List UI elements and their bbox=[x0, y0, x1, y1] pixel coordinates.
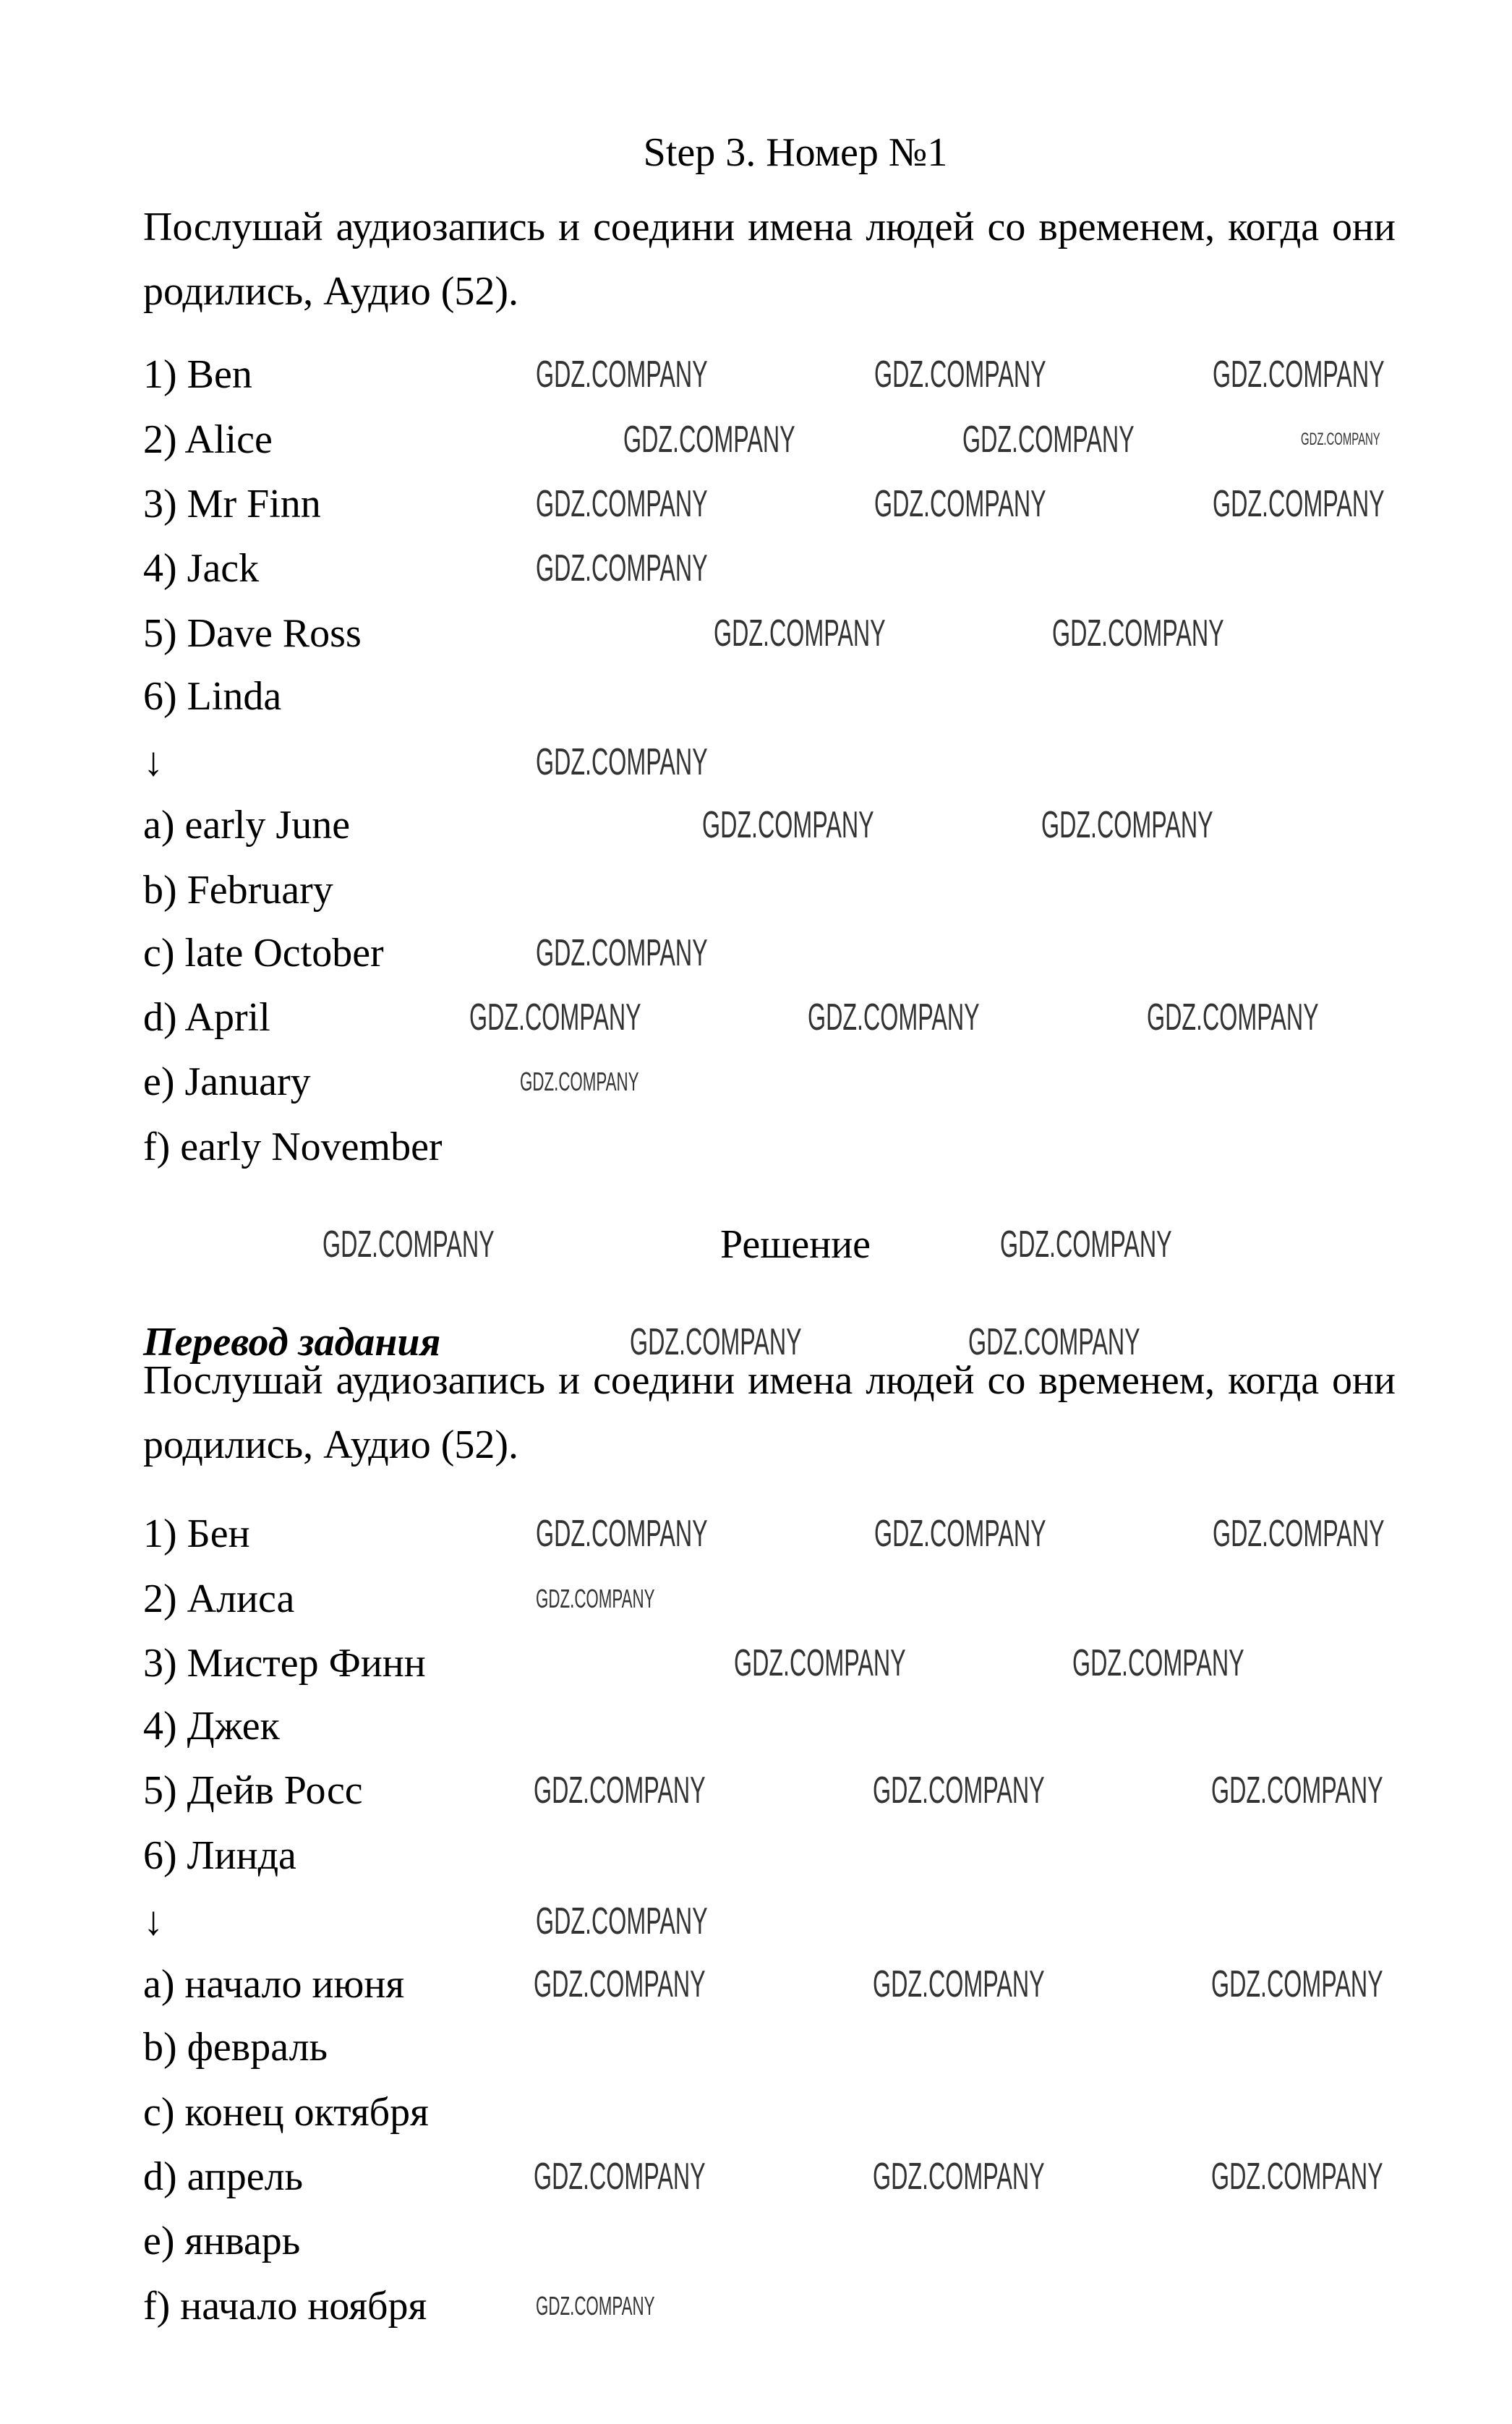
watermark-text: GDZ.COMPANY bbox=[519, 1067, 639, 1097]
watermark-text: GDZ.COMPANY bbox=[534, 1963, 706, 2006]
time-item: e) January bbox=[143, 1059, 311, 1104]
watermark-text: GDZ.COMPANY bbox=[808, 996, 980, 1038]
watermark-text: GDZ.COMPANY bbox=[323, 1223, 495, 1266]
watermark-text: GDZ.COMPANY bbox=[1213, 1513, 1385, 1555]
watermark-text: GDZ.COMPANY bbox=[1000, 1223, 1172, 1266]
watermark-text: GDZ.COMPANY bbox=[1051, 612, 1224, 654]
time-item: d) April bbox=[143, 995, 270, 1040]
time-item: c) конец октября bbox=[143, 2090, 429, 2135]
time-item: d) апрель bbox=[143, 2154, 304, 2199]
watermark-text: GDZ.COMPANY bbox=[874, 482, 1046, 525]
page-title: Step 3. Номер №1 bbox=[643, 130, 948, 175]
name-item: 5) Dave Ross bbox=[143, 611, 362, 656]
watermark-text: GDZ.COMPANY bbox=[968, 1320, 1141, 1363]
watermark-text: GDZ.COMPANY bbox=[535, 741, 708, 784]
watermark-text: GDZ.COMPANY bbox=[535, 1583, 655, 1613]
name-item: 6) Linda bbox=[143, 674, 282, 719]
time-item: e) январь bbox=[143, 2219, 301, 2263]
watermark-text: GDZ.COMPANY bbox=[872, 1770, 1045, 1812]
watermark-text: GDZ.COMPANY bbox=[1041, 804, 1213, 847]
time-item: a) начало июня bbox=[143, 1962, 405, 2007]
translation-instruction: Послушай аудиозапись и соедини имена людей со временем, когда они родились, Аудио (52). bbox=[143, 1358, 1396, 1467]
watermark-text: GDZ.COMPANY bbox=[713, 612, 886, 654]
task-instruction: Послушай аудиозапись и соедини имена людей со временем, когда они родились, Аудио (52). bbox=[143, 205, 1396, 314]
watermark-text: GDZ.COMPANY bbox=[535, 931, 708, 974]
time-item: b) февраль bbox=[143, 2025, 328, 2070]
watermark-text: GDZ.COMPANY bbox=[872, 1963, 1045, 2006]
watermark-text: GDZ.COMPANY bbox=[1213, 354, 1385, 396]
watermark-text: GDZ.COMPANY bbox=[1210, 2155, 1383, 2198]
name-item: 2) Alice bbox=[143, 417, 273, 462]
watermark-text: GDZ.COMPANY bbox=[874, 354, 1046, 396]
watermark-text: GDZ.COMPANY bbox=[702, 804, 875, 847]
time-item: f) начало ноября bbox=[143, 2284, 427, 2329]
watermark-text: GDZ.COMPANY bbox=[1146, 996, 1319, 1038]
watermark-text: GDZ.COMPANY bbox=[623, 418, 796, 461]
watermark-text: GDZ.COMPANY bbox=[535, 1900, 708, 1943]
name-item: 6) Линда bbox=[143, 1833, 296, 1878]
watermark-text: GDZ.COMPANY bbox=[1072, 1642, 1244, 1684]
watermark-text: GDZ.COMPANY bbox=[535, 2290, 655, 2321]
time-item: f) early November bbox=[143, 1124, 443, 1169]
time-item: a) early June bbox=[143, 803, 351, 848]
watermark-text: GDZ.COMPANY bbox=[962, 418, 1135, 461]
name-item: 2) Алиса bbox=[143, 1576, 295, 1621]
name-item: 1) Ben bbox=[143, 352, 252, 397]
watermark-text: GDZ.COMPANY bbox=[1213, 482, 1385, 525]
solution-heading: Решение bbox=[719, 1222, 871, 1267]
name-item: 3) Mr Finn bbox=[143, 482, 321, 526]
watermark-text: GDZ.COMPANY bbox=[630, 1320, 802, 1363]
watermark-text: GDZ.COMPANY bbox=[535, 482, 708, 525]
name-item: 4) Джек bbox=[143, 1704, 280, 1749]
watermark-text: GDZ.COMPANY bbox=[534, 1770, 706, 1812]
watermark-text: GDZ.COMPANY bbox=[733, 1642, 906, 1684]
arrow-down-icon: ↓ bbox=[143, 740, 163, 785]
watermark-text: GDZ.COMPANY bbox=[1210, 1963, 1383, 2006]
watermark-text: GDZ.COMPANY bbox=[469, 996, 641, 1038]
name-item: 1) Бен bbox=[143, 1511, 250, 1556]
watermark-text: GDZ.COMPANY bbox=[535, 354, 708, 396]
name-item: 3) Мистер Финн bbox=[143, 1641, 426, 1686]
watermark-text: GDZ.COMPANY bbox=[872, 2155, 1045, 2198]
watermark-text: GDZ.COMPANY bbox=[874, 1513, 1046, 1555]
watermark-text: GDZ.COMPANY bbox=[1301, 429, 1380, 449]
watermark-text: GDZ.COMPANY bbox=[1210, 1770, 1383, 1812]
watermark-text: GDZ.COMPANY bbox=[534, 2155, 706, 2198]
name-item: 5) Дейв Росс bbox=[143, 1768, 363, 1813]
arrow-down-icon: ↓ bbox=[143, 1899, 163, 1944]
time-item: b) February bbox=[143, 868, 333, 913]
time-item: c) late October bbox=[143, 931, 384, 976]
name-item: 4) Jack bbox=[143, 546, 260, 591]
watermark-text: GDZ.COMPANY bbox=[535, 547, 708, 590]
watermark-text: GDZ.COMPANY bbox=[535, 1513, 708, 1555]
translation-heading: Перевод задания bbox=[143, 1320, 441, 1365]
